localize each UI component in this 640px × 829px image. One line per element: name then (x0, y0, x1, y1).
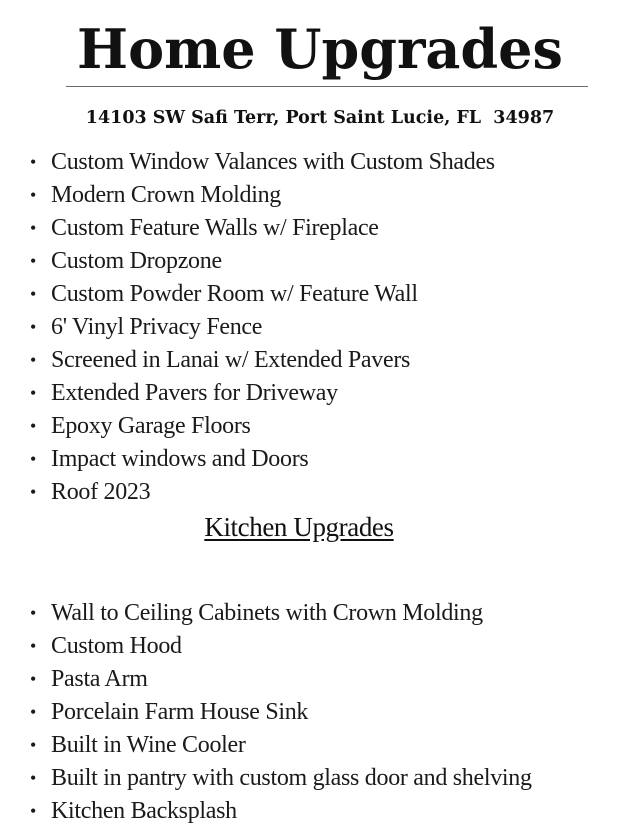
kitchen-upgrades-list (30, 597, 532, 828)
list-item-text: Pasta Arm (51, 666, 148, 692)
list-item (30, 212, 495, 245)
list-item (30, 476, 495, 509)
list-item (30, 795, 532, 828)
list-item (30, 663, 532, 696)
list-item-text: Porcelain Farm House Sink (51, 699, 309, 725)
list-item-text: 6' Vinyl Privacy Fence (51, 314, 263, 340)
bullet-icon: • (30, 735, 37, 755)
list-item-text: Screened in Lanai w/ Extended Pavers (51, 347, 411, 373)
kitchen-upgrades-heading: Kitchen Upgrades (204, 512, 394, 542)
bullet-icon: • (30, 636, 37, 656)
bullet-icon: • (30, 416, 37, 436)
list-item-text: Custom Window Valances with Custom Shades (51, 149, 495, 175)
list-item-text: Epoxy Garage Floors (51, 413, 251, 439)
list-item-text: Built in pantry with custom glass door and shelving (51, 765, 532, 791)
list-item (30, 597, 532, 630)
list-item-text: Modern Crown Molding (51, 182, 281, 208)
list-item (30, 630, 532, 663)
title-divider (66, 86, 588, 87)
bullet-icon: • (30, 152, 37, 172)
bullet-icon: • (30, 603, 37, 623)
list-item (30, 410, 495, 443)
list-item-text: Built in Wine Cooler (51, 732, 246, 758)
list-item (30, 245, 495, 278)
bullet-icon: • (30, 185, 37, 205)
list-item-text: Extended Pavers for Driveway (51, 380, 338, 406)
list-item-text: Custom Powder Room w/ Feature Wall (51, 281, 418, 307)
list-item (30, 311, 495, 344)
list-item-text: Wall to Ceiling Cabinets with Crown Molding (51, 600, 483, 626)
bullet-icon: • (30, 383, 37, 403)
bullet-icon: • (30, 482, 37, 502)
list-item (30, 179, 495, 212)
bullet-icon: • (30, 218, 37, 238)
list-item (30, 696, 532, 729)
list-item-text: Custom Dropzone (51, 248, 222, 274)
list-item-text: Impact windows and Doors (51, 446, 309, 472)
list-item-text: Custom Hood (51, 633, 182, 659)
bullet-icon: • (30, 669, 37, 689)
list-item (30, 278, 495, 311)
list-item (30, 729, 532, 762)
list-item-text: Roof 2023 (51, 479, 151, 505)
bullet-icon: • (30, 251, 37, 271)
home-upgrades-list (30, 146, 495, 509)
list-item (30, 146, 495, 179)
list-item-text: Kitchen Backsplash (51, 798, 237, 824)
list-item (30, 443, 495, 476)
list-item (30, 762, 532, 795)
list-item (30, 344, 495, 377)
bullet-icon: • (30, 284, 37, 304)
list-item-text: Custom Feature Walls w/ Fireplace (51, 215, 379, 241)
bullet-icon: • (30, 449, 37, 469)
bullet-icon: • (30, 702, 37, 722)
page-title: Home Upgrades (77, 17, 563, 81)
bullet-icon: • (30, 350, 37, 370)
bullet-icon: • (30, 801, 37, 821)
property-address: 14103 SW Safi Terr, Port Saint Lucie, FL 34987 (85, 108, 555, 128)
list-item (30, 377, 495, 410)
bullet-icon: • (30, 317, 37, 337)
bullet-icon: • (30, 768, 37, 788)
